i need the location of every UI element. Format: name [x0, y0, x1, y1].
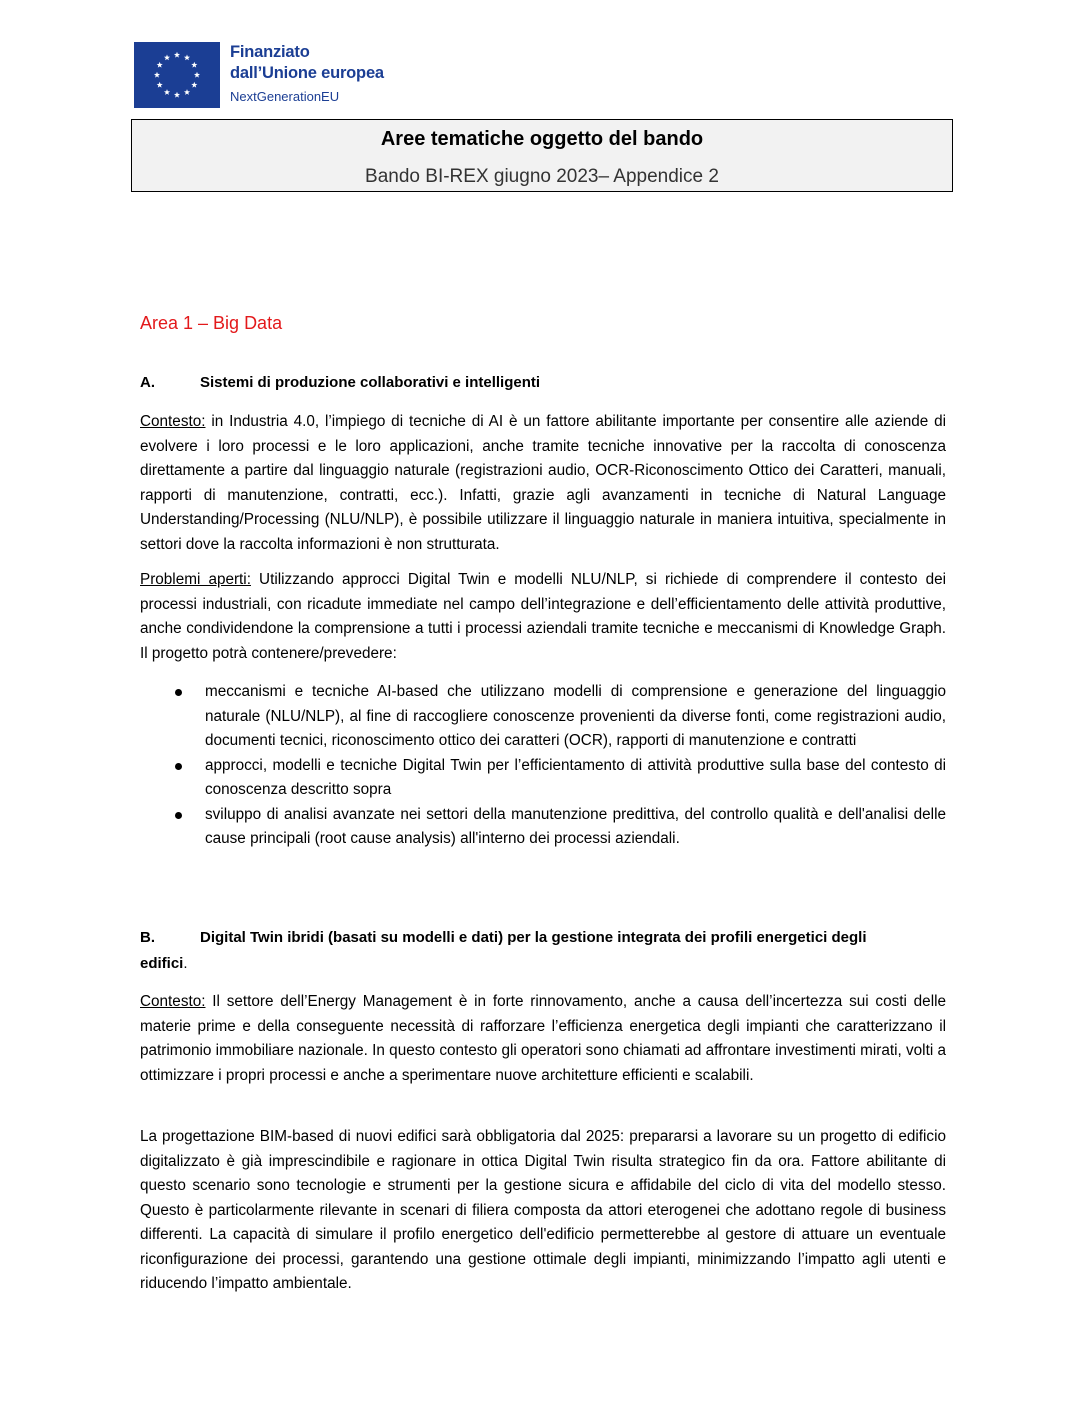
document-subtitle: Bando BI-REX giugno 2023– Appendice 2	[365, 166, 719, 187]
logo-line-2: dall’Unione europea	[230, 64, 384, 82]
logo-text	[230, 42, 384, 107]
list-item	[140, 680, 946, 754]
bullet-icon	[175, 763, 182, 770]
section-a-title: Sistemi di produzione collaborativi e intelligenti	[200, 374, 541, 391]
eu-star-icon	[164, 54, 170, 60]
section-b-heading	[140, 925, 946, 977]
section-b-title-cont: edifici	[140, 955, 184, 972]
section-a-problemi	[140, 568, 946, 666]
section-b-title: Digital Twin ibridi (basati su modelli e dati) per la gestione integrata dei profili energetici degli	[200, 929, 867, 946]
problemi-label: Problemi aperti:	[140, 571, 251, 588]
bullet-icon	[175, 812, 182, 819]
bullet-text: meccanismi e tecniche AI-based che utilizzano modelli di comprensione e generazione del linguaggio naturale (NLU/NLP), al fine di raccogliere conoscenze provenienti da diverse fonti, come registrazioni audio, documenti tecnici, riconoscimento ottico dei caratteri (OCR), rapporti di manutenzione e contratti	[205, 683, 946, 749]
eu-funding-logo	[134, 42, 384, 108]
list-item	[140, 803, 946, 852]
section-b-contesto	[140, 990, 946, 1088]
section-b-title-end: .	[183, 955, 188, 972]
eu-star-icon	[164, 89, 170, 95]
eu-star-icon	[191, 62, 197, 68]
eu-star-icon	[184, 54, 190, 60]
eu-flag-icon	[134, 42, 220, 108]
eu-star-icon	[184, 89, 190, 95]
logo-line-3: NextGenerationEU	[230, 89, 340, 104]
section-b-letter: B.	[140, 929, 155, 946]
section-a-heading	[140, 370, 540, 396]
section-a-letter: A.	[140, 374, 155, 391]
contesto-text: Il settore dell’Energy Management è in forte rinnovamento, anche a causa dell’incertezza sui costi delle materie prime e della conseguente necessità di rafforzare l’efficienza energetica degli impianti che caratterizzano il patrimonio immobiliare nazionale. In questo contesto gli operatori sono chiamati ad affrontare investimenti mirati, volti a ottimizzare i propri processi e anche a sperimentare nuove architetture efficienti e scalabili.	[140, 993, 946, 1084]
list-item	[140, 754, 946, 803]
problemi-text: Utilizzando approcci Digital Twin e modelli NLU/NLP, si richiede di comprendere il contesto dei processi industriali, con ricadute immediate nel campo dell’integrazione e dell’efficientamento delle attività produttive, anche condividendone la comprensione a tutti i processi aziendali tramite tecniche e meccanismi di Knowledge Graph. Il progetto potrà contenere/prevedere:	[140, 571, 946, 662]
eu-star-icon	[157, 62, 163, 68]
bullet-icon	[175, 689, 182, 696]
eu-star-icon	[157, 82, 163, 88]
contesto-text: in Industria 4.0, l’impiego di tecniche di AI è un fattore abilitante importante per consentire alle aziende di evolvere i loro processi e le loro applicazioni, anche tramite tecniche innovative per la raccolta di conoscenza direttamente a partire dal linguaggio naturale (registrazioni audio, OCR-Riconoscimento Ottico dei Caratteri, manuali, rapporti di manutenzione, contratti, ecc.). Infatti, grazie agli avanzamenti in tecniche di Natural Language Understanding/Processing (NLU/NLP), è possibile utilizzare il linguaggio naturale in maniera intuitiva, specialmente in settori dove la raccolta informazioni è non strutturata.	[140, 413, 946, 553]
area-title: Area 1 – Big Data	[140, 313, 283, 333]
bullet-text: sviluppo di analisi avanzate nei settori della manutenzione predittiva, del controllo qualità e dell'analisi delle cause principali (root cause analysis) all'interno dei processi aziendali.	[205, 805, 946, 847]
bullet-text: approcci, modelli e tecniche Digital Twin per l’efficientamento di attività produttive sulla base del contesto di conoscenza descritto sopra	[205, 756, 946, 798]
contesto-label: Contesto:	[140, 413, 206, 430]
document-title: Aree tematiche oggetto del bando	[380, 128, 704, 150]
section-a-contesto	[140, 410, 946, 557]
logo-line-1: Finanziato	[230, 43, 310, 61]
eu-star-icon	[154, 72, 160, 78]
eu-star-icon	[174, 92, 180, 98]
section-a-bullet-list	[140, 680, 946, 852]
eu-star-icon	[194, 72, 200, 78]
eu-star-icon	[174, 52, 180, 58]
contesto-label: Contesto:	[140, 993, 206, 1010]
title-box	[131, 119, 953, 192]
section-b-paragraph-2: La progettazione BIM-based di nuovi edifici sarà obbligatoria dal 2025: prepararsi a lavorare su un progetto di edificio digitalizzato è già imprescindibile e ragionare in ottica Digital Twin risulta strategico fin da ora. Fattore abilitante di questo scenario sono tecnologie e strumenti per la gestione sicura e affidabile del ciclo di vita del modello stesso. Questo è particolarmente rilevante in scenari di filiera composta da attori eterogenei che adottano regole di business differenti. La capacità di simulare il profilo energetico dell'edificio permetterebbe al gestore di attuare un eventuale riconfigurazione dei processi, garantendo una gestione ottimale degli impianti, minimizzando l’impatto agli utenti e riducendo l’impatto ambientale.	[140, 1128, 946, 1292]
eu-star-icon	[191, 82, 197, 88]
